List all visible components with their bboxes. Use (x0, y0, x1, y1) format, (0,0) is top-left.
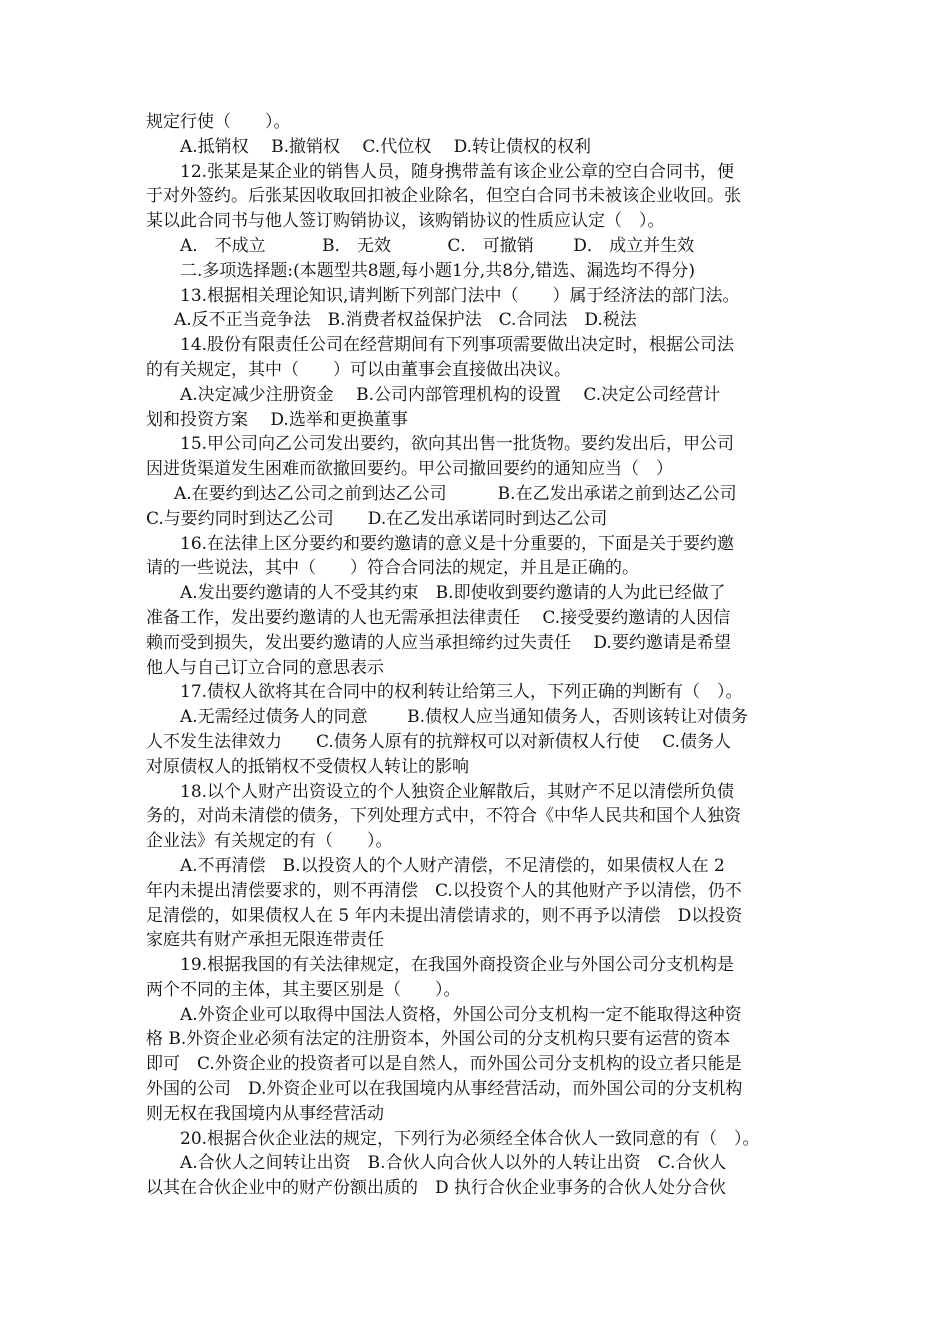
text-line: A.发出要约邀请的人不受其约束 B.即使收到要约邀请的人为此已经做了 (180, 583, 726, 604)
text-line: A.决定减少注册资金 B.公司内部管理机构的设置 C.决定公司经营计 (180, 384, 721, 405)
text-line: 准备工作，发出要约邀请的人也无需承担法律责任 C.接受要约邀请的人因信 (146, 607, 731, 628)
text-line: 划和投资方案 D.选举和更换董事 (146, 409, 408, 430)
text-line: 请的一些说法，其中（ ）符合合同法的规定，并且是正确的。 (146, 558, 639, 579)
text-line: 18.以个人财产出资设立的个人独资企业解散后，其财产不足以清偿所负债 (180, 781, 735, 802)
text-line: A.无需经过债务人的同意 B.债权人应当通知债务人，否则该转让对债务 (180, 707, 748, 728)
text-line: 16.在法律上区分要约和要约邀请的意义是十分重要的，下面是关于要约邀 (180, 533, 735, 554)
text-line: 人不发生法律效力 C.债务人原有的抗辩权可以对新债权人行使 C.债务人 (146, 731, 732, 752)
text-line: A.合伙人之间转让出资 B.合伙人向合伙人以外的人转让出资 C.合伙人 (180, 1153, 727, 1174)
text-line: 规定行使（ ）。 (146, 112, 291, 132)
text-line: 12.张某是某企业的销售人员，随身携带盖有该企业公章的空白合同书，便 (180, 161, 735, 182)
text-line: 格 B.外资企业必须有法定的注册资本，外国公司的分支机构只要有运营的资本 (146, 1029, 731, 1050)
text-line: C.与要约同时到达乙公司 D.在乙发出承诺同时到达乙公司 (146, 508, 608, 529)
text-line: 以其在合伙企业中的财产份额出质的 D 执行合伙企业事务的合伙人处分合伙 (146, 1178, 727, 1199)
text-line: 务的，对尚未清偿的债务，下列处理方式中，不符合《中华人民共和国个人独资 (146, 806, 741, 827)
text-line: 则无权在我国境内从事经营活动 (146, 1103, 384, 1124)
text-line: 某以此合同书与他人签订购销协议，该购销协议的性质应认定（ ）。 (146, 211, 665, 232)
text-line: A． 不成立 B． 无效 C． 可撤销 D． 成立并生效 (180, 235, 695, 256)
text-line: 13.根据相关理论知识,请判断下列部门法中（ ）属于经济法的部门法。 (180, 285, 740, 306)
text-line: A.外资企业可以取得中国法人资格，外国公司分支机构一定不能取得这种资 (180, 1004, 742, 1025)
text-line: 的有关规定，其中（ ）可以由董事会直接做出决议。 (146, 359, 571, 380)
text-line: 即可 C.外资企业的投资者可以是自然人，而外国公司分支机构的设立者只能是 (146, 1054, 742, 1075)
text-line: A.反不正当竞争法 B.消费者权益保护法 C.合同法 D.税法 (174, 310, 637, 331)
text-line: A.在要约到达乙公司之前到达乙公司 B.在乙发出承诺之前到达乙公司 (174, 483, 737, 504)
document-page (146, 110, 808, 1201)
text-line: 于对外签约。后张某因收取回扣被企业除名，但空白合同书未被该企业收回。张 (146, 186, 741, 207)
text-line: 17.债权人欲将其在合同中的权利转让给第三人，下列正确的判断有（ ）。 (180, 682, 743, 703)
text-line: 因进货渠道发生困难而欲撤回要约。甲公司撤回要约的通知应当（ ） (146, 459, 673, 480)
text-line: 两个不同的主体，其主要区别是（ ）。 (146, 979, 461, 1000)
text-line: 企业法》有关规定的有（ ）。 (146, 831, 393, 852)
text-line: 20.根据合伙企业法的规定，下列行为必须经全体合伙人一致同意的有（ ）。 (180, 1128, 760, 1149)
text-line: 足清偿的，如果债权人在 5 年内未提出清偿请求的，则不再予以清偿 D以投资 (146, 905, 743, 926)
text-line: 年内未提出清偿要求的，则不再清偿 C.以投资个人的其他财产予以清偿，仍不 (146, 880, 742, 901)
text-line: A.抵销权 B.撤销权 C.代位权 D.转让债权的权利 (180, 136, 592, 157)
text-line: 赖而受到损失，发出要约邀请的人应当承担缔约过失责任 D.要约邀请是希望 (146, 632, 731, 653)
text-line: 19.根据我国的有关法律规定，在我国外商投资企业与外国公司分支机构是 (180, 955, 735, 976)
text-line: 二.多项选择题:(本题型共8题,每小题1分,共8分,错选、漏选均不得分) (180, 260, 696, 281)
text-line: A.不再清偿 B.以投资人的个人财产清偿，不足清偿的，如果债权人在 2 (180, 855, 725, 876)
text-line: 14.股份有限责任公司在经营期间有下列事项需要做出决定时，根据公司法 (180, 335, 735, 356)
text-line: 他人与自己订立合同的意思表示 (146, 657, 384, 678)
text-line: 15.甲公司向乙公司发出要约，欲向其出售一批货物。要约发出后，甲公司 (180, 434, 735, 455)
text-line: 对原债权人的抵销权不受债权人转让的影响 (146, 756, 469, 777)
text-line: 家庭共有财产承担无限连带责任 (146, 930, 384, 951)
text-line: 外国的公司 D.外资企业可以在我国境内从事经营活动，而外国公司的分支机构 (146, 1079, 743, 1100)
